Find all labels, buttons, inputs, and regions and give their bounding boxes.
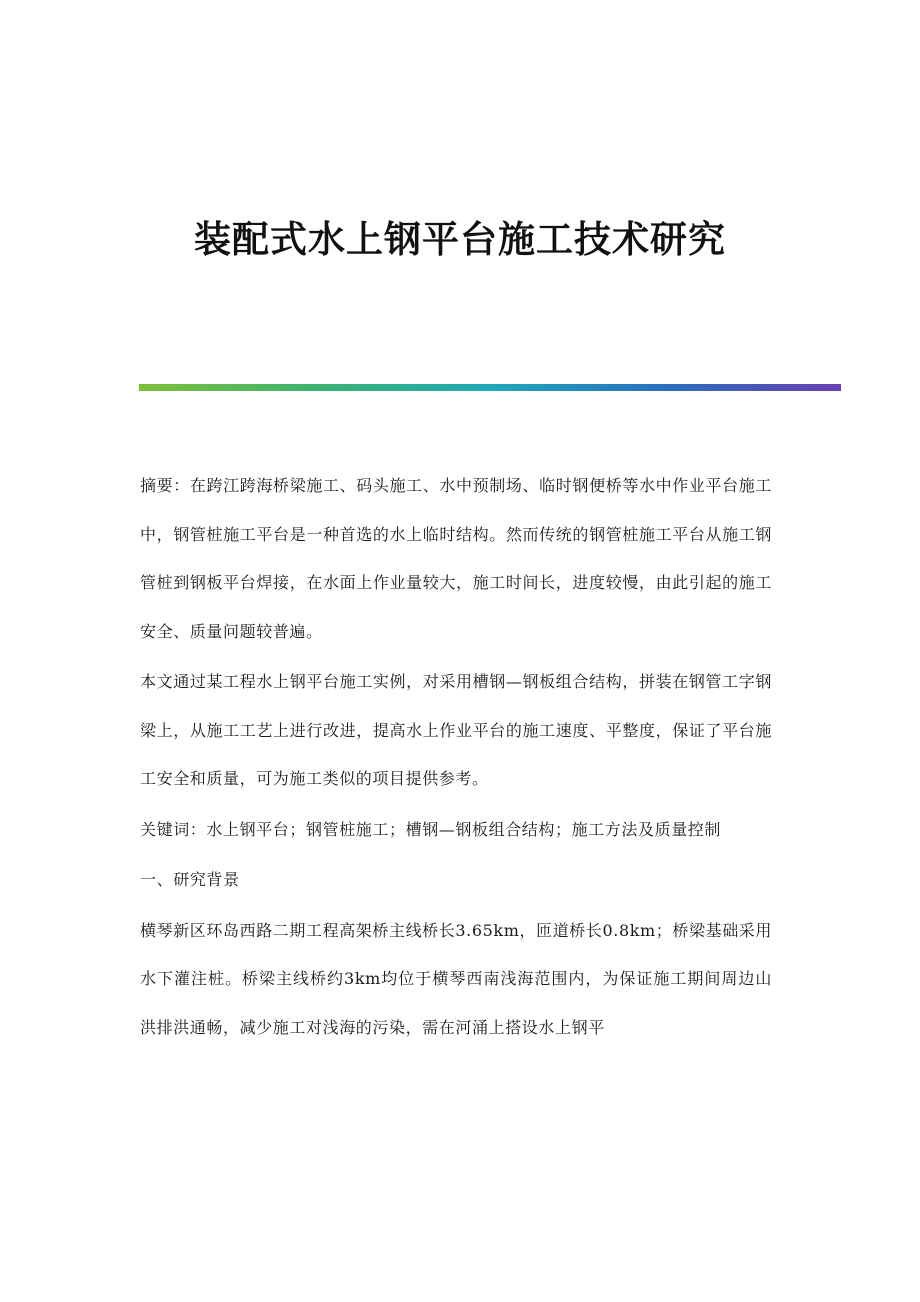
intro-paragraph: 本文通过某工程水上钢平台施工实例，对采用槽钢—钢板组合结构，拼装在钢管工字钢梁上，从施工工艺上进行改进，提高水上作业平台的施工速度、平整度，保证了平台施工安全和质量，可为施工类似的项目提供参考。 [140, 672, 772, 788]
section-heading: 一、研究背景 [140, 870, 240, 889]
keywords-paragraph: 关键词：水上钢平台；钢管桩施工；槽钢—钢板组合结构；施工方法及质量控制 [140, 819, 722, 839]
document-title: 装配式水上钢平台施工技术研究 [194, 218, 726, 261]
document-body [140, 462, 772, 1052]
section-body-paragraph: 横琴新区环岛西路二期工程高架桥主线桥长3.65km，匝道桥长0.8km；桥梁基础采用水下灌注桩。桥梁主线桥约3km均位于横琴西南浅海范围内，为保证施工期间周边山洪排洪通畅，减少施工对浅海的污染，需在河涌上搭设水上钢平 [140, 920, 773, 1037]
abstract-paragraph: 摘要：在跨江跨海桥梁施工、码头施工、水中预制场、临时钢便桥等水中作业平台施工中，钢管桩施工平台是一种首选的水上临时结构。然而传统的钢管桩施工平台从施工钢管桩到钢板平台焊接，在水面上作业量较大，施工时间长，进度较慢，由此引起的施工安全、质量问题较普遍。 [140, 476, 772, 641]
title-divider [139, 384, 841, 391]
